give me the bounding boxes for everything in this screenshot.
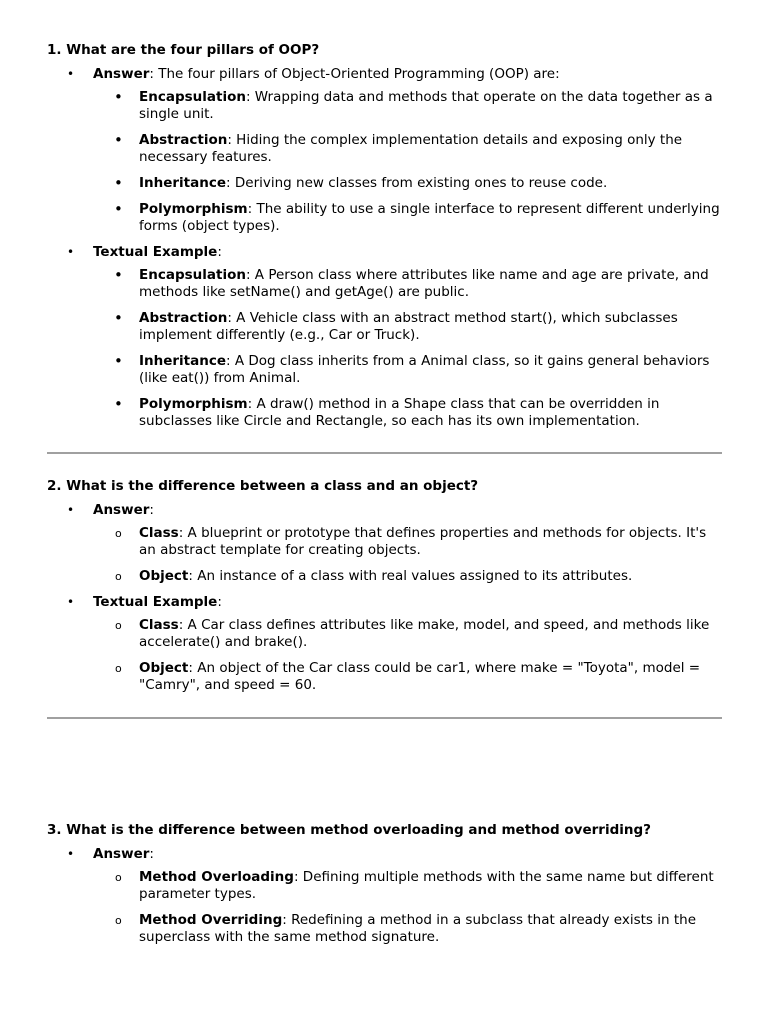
list-item [93,525,722,559]
answer-list [93,525,722,585]
circle-bullet-icon: o [115,914,122,927]
list-item [93,267,722,301]
answer-section [47,846,722,946]
example-list [93,267,722,430]
item-term: Object [139,660,189,676]
example-label: Textual Example [93,594,218,610]
bullet-icon: • [67,847,75,861]
example-suffix: : [217,594,222,610]
bullet-icon: • [114,131,123,149]
bullet-icon: • [67,503,75,517]
item-term: Encapsulation [139,267,246,283]
divider [47,717,722,719]
example-section [47,594,722,694]
example-suffix: : [217,244,222,260]
question-title: 3. What is the difference between method overloading and method overriding? [47,822,651,838]
list-item [93,912,722,946]
bullet-icon: • [114,309,123,327]
item-text: : A Vehicle class with an abstract method start(), which subclasses implement differently (e.g., Car or Truck). [139,310,678,343]
bullet-icon: • [114,200,123,218]
bullet-icon: • [114,395,123,413]
divider [47,452,722,454]
question-2 [47,478,722,703]
example-section [47,244,722,430]
answer-list [93,869,722,946]
answer-heading [93,502,722,519]
list-item [93,132,722,166]
item-term: Class [139,617,179,633]
answer-label: Answer [93,846,150,862]
example-heading [93,594,722,611]
item-term: Object [139,568,189,584]
answer-heading [93,66,722,83]
item-term: Polymorphism [139,396,248,412]
answer-heading [93,846,722,863]
example-label: Textual Example [93,244,218,260]
circle-bullet-icon: o [115,570,122,583]
bullet-icon: • [67,67,75,81]
item-term: Inheritance [139,175,227,191]
answer-suffix: : [149,846,154,862]
list-item [93,660,722,694]
item-text: : Wrapping data and methods that operate on the data together as a single unit. [139,89,713,122]
question-title: 2. What is the difference between a class and an object? [47,478,479,494]
item-text: : A Dog class inherits from a Animal class, so it gains general behaviors (like eat()) from Animal. [139,353,710,386]
answer-intro: : The four pillars of Object-Oriented Programming (OOP) are: [149,66,560,82]
answer-list [93,89,722,235]
bullet-icon: • [114,266,123,284]
answer-label: Answer [93,66,150,82]
example-list [93,617,722,694]
item-text: : Deriving new classes from existing ones to reuse code. [226,175,608,191]
bullet-icon: • [114,174,123,192]
example-heading [93,244,722,261]
item-text: : Redefining a method in a subclass that already exists in the superclass with the same method signature. [139,912,696,945]
answer-section [47,502,722,585]
bullet-icon: • [67,245,75,259]
item-text: : A Car class defines attributes like make, model, and speed, and methods like accelerate() and brake(). [139,617,710,650]
list-item [93,869,722,903]
list-item [93,396,722,430]
question-title: 1. What are the four pillars of OOP? [47,42,320,58]
answer-label: Answer [93,502,150,518]
item-term: Encapsulation [139,89,246,105]
answer-section [47,66,722,235]
list-item [93,617,722,651]
bullet-icon: • [67,595,75,609]
list-item [93,568,722,585]
question-1 [47,42,722,439]
item-term: Class [139,525,179,541]
item-term: Inheritance [139,353,227,369]
item-term: Method Overloading [139,869,294,885]
item-text: : Hiding the complex implementation details and exposing only the necessary features. [139,132,683,165]
item-text: : An instance of a class with real values assigned to its attributes. [188,568,633,584]
list-item [93,89,722,123]
bullet-icon: • [114,88,123,106]
list-item [93,175,722,192]
item-term: Abstraction [139,310,228,326]
item-text: : A Person class where attributes like name and age are private, and methods like setName() and getAge() are public. [139,267,709,300]
item-term: Abstraction [139,132,228,148]
item-text: : A blueprint or prototype that defines properties and methods for objects. It's an abstract template for creating objects. [139,525,707,558]
item-text: : A draw() method in a Shape class that can be overridden in subclasses like Circle and Rectangle, so each has its own implementation. [139,396,660,429]
item-text: : An object of the Car class could be car1, where make = "Toyota", model = "Camry", and speed = 60. [139,660,701,693]
circle-bullet-icon: o [115,662,122,675]
list-item [93,310,722,344]
answer-suffix: : [149,502,154,518]
circle-bullet-icon: o [115,619,122,632]
bullet-icon: • [114,352,123,370]
item-text: : The ability to use a single interface to represent different underlying forms (object types). [139,201,720,234]
item-term: Polymorphism [139,201,248,217]
question-3 [47,822,722,955]
circle-bullet-icon: o [115,527,122,540]
list-item [93,353,722,387]
list-item [93,201,722,235]
circle-bullet-icon: o [115,871,122,884]
item-term: Method Overriding [139,912,283,928]
item-text: : Defining multiple methods with the same name but different parameter types. [139,869,714,902]
